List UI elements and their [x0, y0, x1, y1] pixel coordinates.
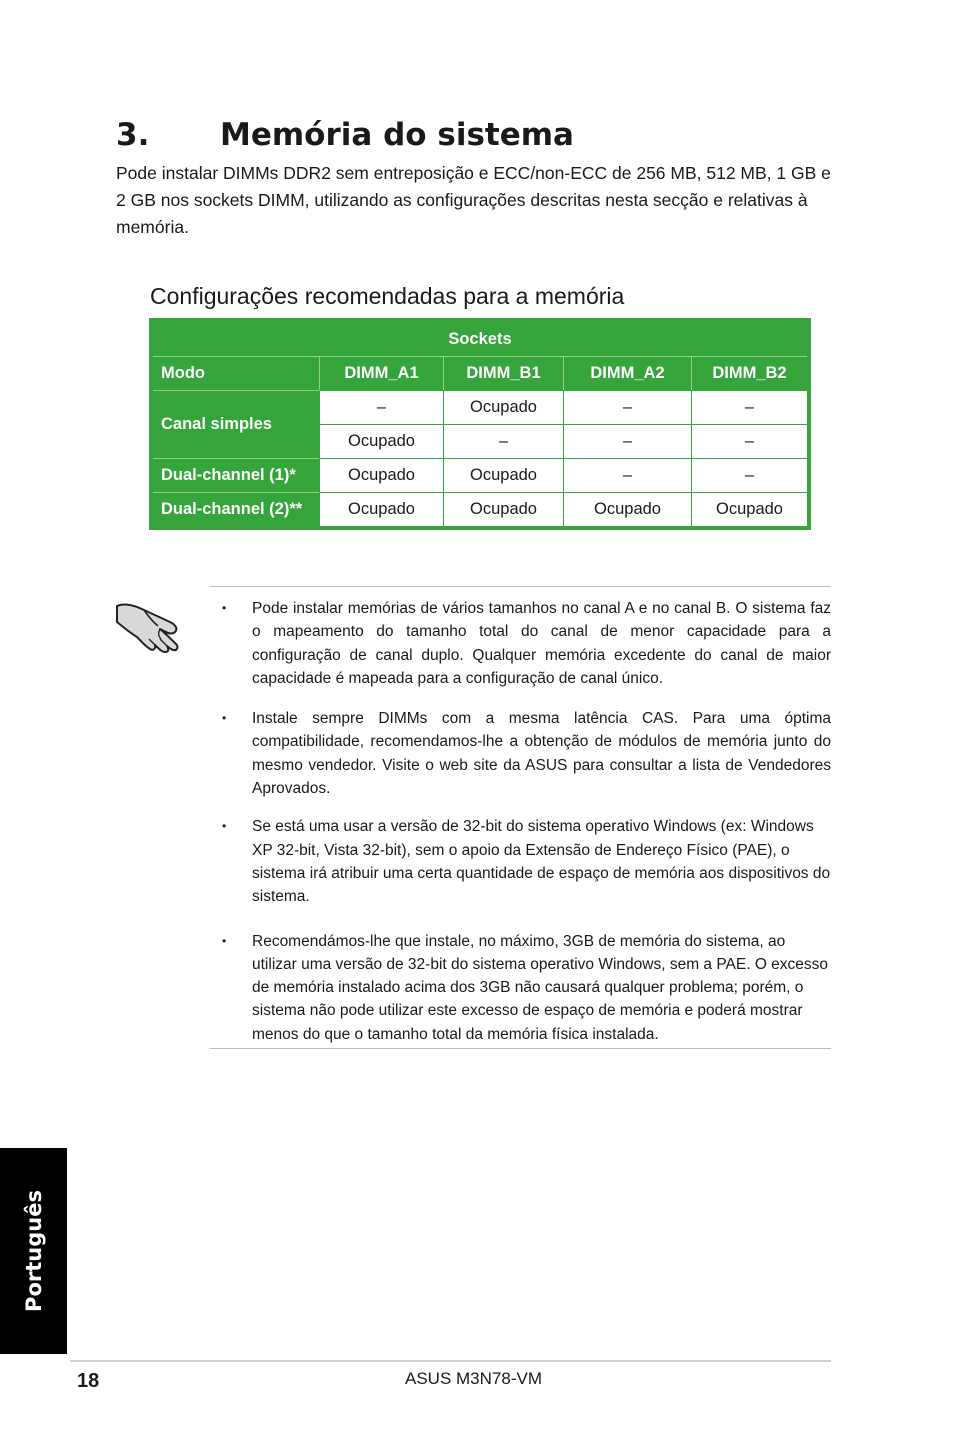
- note-item: • Pode instalar memórias de vários tamanhos no canal A e no canal B. O sistema faz o mapeamento do tamanho total do canal de menor capacidade para a configuração de canal duplo. Qualquer memória excedente do canal de maior capacidade é mapeada para a configuração de canal único.: [222, 597, 831, 690]
- table-cell: –: [563, 424, 691, 458]
- note-item: • Se está uma usar a versão de 32-bit do sistema operativo Windows (ex: Windows XP 32-bit, Vista 32-bit), sem o apoio da Extensão de Endereço Físico (PAE), o sistema irá atribuir uma certa quantidade de espaço de memória aos dispositivos do sistema.: [222, 815, 831, 908]
- note-top-divider: [210, 586, 831, 587]
- language-tab-label: Português: [21, 1190, 46, 1312]
- mode-label: Dual-channel (1)*: [153, 458, 319, 492]
- table-row: [153, 390, 807, 424]
- section-title-text: Memória do sistema: [220, 117, 574, 153]
- table-cell: Ocupado: [319, 492, 443, 526]
- footer-divider: [70, 1360, 831, 1362]
- table-cell: –: [691, 424, 807, 458]
- table-cell: Ocupado: [443, 390, 563, 424]
- note-item: • Recomendámos-lhe que instale, no máximo, 3GB de memória do sistema, ao utilizar uma versão de 32-bit do sistema operativo Windows, sem a PAE. O excesso de memória instalado acima dos 3GB não causará qualquer problema; porém, o sistema não pode utilizar este excesso de espaço de memória e poderá mostrar menos do que o tamanho total da memória física instalada.: [222, 930, 831, 1046]
- column-header: DIMM_A1: [319, 356, 443, 390]
- note-bottom-divider: [210, 1048, 831, 1049]
- mode-label: Canal simples: [153, 390, 319, 458]
- pointing-hand-icon: [114, 592, 190, 654]
- table-cell: Ocupado: [443, 458, 563, 492]
- mode-label: Dual-channel (2)**: [153, 492, 319, 526]
- page-number: 18: [77, 1370, 100, 1392]
- sockets-header: Sockets: [448, 329, 512, 348]
- table-cell: Ocupado: [443, 492, 563, 526]
- column-header: Modo: [153, 356, 319, 390]
- table-cell: –: [691, 390, 807, 424]
- table-row: [153, 492, 807, 526]
- language-tab: [0, 1148, 67, 1354]
- table-cell: –: [691, 458, 807, 492]
- table-column-header-row: [153, 356, 807, 390]
- table-cell: Ocupado: [319, 458, 443, 492]
- table-cell: Ocupado: [563, 492, 691, 526]
- note-item: • Instale sempre DIMMs com a mesma latência CAS. Para uma óptima compatibilidade, recomendamos-lhe a obtenção de módulos de memória junto do mesmo vendedor. Visite o web site da ASUS para consultar a lista de Vendedores Aprovados.: [222, 707, 831, 800]
- table-cell: –: [443, 424, 563, 458]
- memory-config-table: [149, 318, 811, 530]
- column-header: DIMM_B1: [443, 356, 563, 390]
- intro-paragraph: Pode instalar DIMMs DDR2 sem entreposição e ECC/non-ECC de 256 MB, 512 MB, 1 GB e 2 GB nos sockets DIMM, utilizando as configurações descritas nesta secção e relativas à memória.: [116, 163, 831, 237]
- table-cell: Ocupado: [691, 492, 807, 526]
- table-cell: Ocupado: [319, 424, 443, 458]
- table-cell: –: [563, 390, 691, 424]
- section-title: [116, 113, 574, 157]
- table-row: [153, 458, 807, 492]
- table-cell: –: [319, 390, 443, 424]
- table-group-header-row: [153, 322, 807, 356]
- column-header: DIMM_A2: [563, 356, 691, 390]
- table-cell: –: [563, 458, 691, 492]
- table-subtitle: Configurações recomendadas para a memória: [150, 283, 625, 309]
- section-number: 3.: [116, 117, 150, 153]
- footer-model: ASUS M3N78-VM: [405, 1369, 542, 1388]
- note-list: [222, 597, 831, 1046]
- column-header: DIMM_B2: [691, 356, 807, 390]
